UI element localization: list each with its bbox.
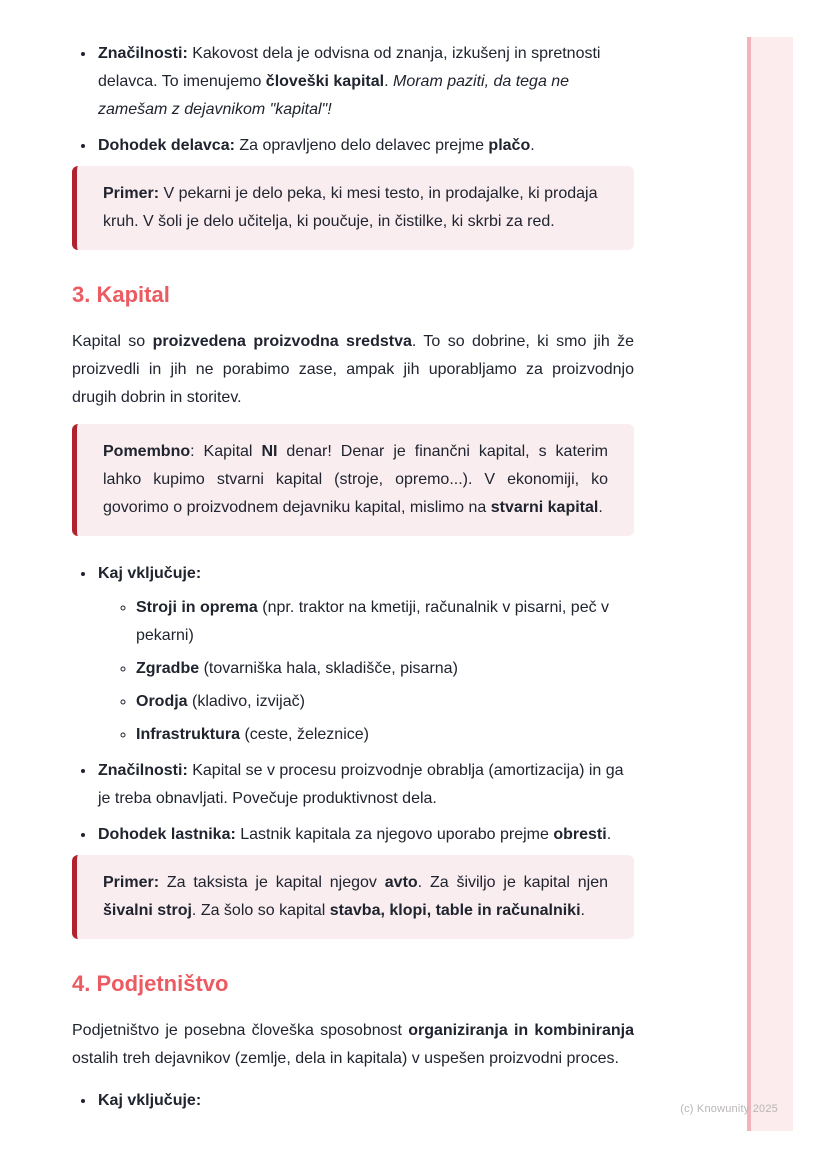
text-run: (kladivo, izvijač) — [187, 693, 305, 710]
list-item — [96, 560, 634, 749]
bold-text: NI — [261, 443, 278, 460]
list-item — [96, 1087, 634, 1115]
bold-text: Pomembno — [103, 443, 191, 460]
text-run: (ceste, železnice) — [240, 726, 369, 743]
bold-text: Infrastruktura — [136, 726, 241, 743]
bold-text: Dohodek delavca: — [98, 137, 235, 154]
bold-text: Primer: — [103, 874, 160, 891]
paragraph — [72, 1017, 634, 1073]
text-run: . — [384, 73, 393, 90]
text-run: . — [530, 137, 535, 154]
bold-text: organiziranja in kombiniranja — [408, 1022, 634, 1039]
paragraph — [72, 328, 634, 412]
list-item — [96, 40, 634, 124]
text-run: . Za šolo so kapital — [191, 902, 330, 919]
section-heading: 4. Podjetništvo — [72, 971, 229, 996]
text-run: ostalih treh dejavnikov (zemlje, dela in kapitala) v uspešen proizvodni proces. — [72, 1050, 619, 1067]
sub-list-item — [136, 655, 634, 683]
bold-text: Orodja — [136, 693, 188, 710]
bold-text: stavba, klopi, table in računalniki — [329, 902, 581, 919]
section-heading: 3. Kapital — [72, 282, 170, 307]
bold-text: Primer: — [103, 185, 160, 202]
bullet-list — [72, 560, 634, 849]
bold-text: avto — [384, 874, 418, 891]
sub-list-item — [136, 594, 634, 650]
text-run: : Kapital — [190, 443, 262, 460]
callout-text — [103, 438, 608, 522]
text-run: Kakovost dela je odvisna od znanja, izkušenj in spretnosti delavca. To imenujemo — [98, 45, 601, 90]
text-run: . — [580, 902, 585, 919]
bold-text: Dohodek lastnika: — [98, 826, 236, 843]
bullet-list — [72, 40, 634, 160]
bold-text: Značilnosti: — [98, 45, 188, 62]
bold-text: Stroji in oprema — [136, 599, 258, 616]
bold-text: plačo — [488, 137, 531, 154]
text-run: Podjetništvo je posebna človeška sposobnost — [72, 1022, 409, 1039]
bold-text: človeški kapital — [265, 73, 385, 90]
text-run: V pekarni je delo peka, ki mesi testo, in prodajalke, ki prodaja kruh. V šoli je delo učitelja, ki poučuje, in čistilke, ki skrbi za red. — [103, 185, 598, 230]
italic-text: Moram paziti, da tega ne zamešam z dejavnikom "kapital"! — [98, 73, 570, 118]
text-run: (npr. traktor na kmetiji, računalnik v pisarni, peč v pekarni) — [136, 599, 610, 644]
callout-box — [72, 855, 634, 939]
bullet-list — [72, 1087, 634, 1115]
decorative-side-strip — [747, 37, 793, 1131]
callout-text — [103, 869, 608, 925]
text-run: Za opravljeno delo delavec prejme — [234, 137, 489, 154]
callout-text — [103, 180, 608, 236]
callout-box — [72, 166, 634, 250]
text-run: (tovarniška hala, skladišče, pisarna) — [199, 660, 458, 677]
text-run: denar! Denar je finančni kapital, s katerim lahko kupimo stvarni kapital (stroje, opremo...). V ekonomiji, ko govorimo o proizvodnem dejavniku kapital, mislimo na — [103, 443, 608, 516]
bold-text: proizvedena proizvodna sredstva — [152, 333, 412, 350]
bold-text: Kaj vključuje: — [98, 565, 202, 582]
bold-text: Kaj vključuje: — [98, 1092, 202, 1109]
sub-list-item — [136, 721, 634, 749]
document-body — [72, 0, 634, 1115]
sub-list-item — [136, 688, 634, 716]
callout-box — [72, 424, 634, 536]
text-run: . To so dobrine, ki smo jih že proizvedli in jih ne porabimo zase, ampak jih uporabljamo za proizvodnjo drugih dobrin in storitev. — [72, 333, 635, 406]
list-item — [96, 132, 634, 160]
text-run: Lastnik kapitala za njegovo uporabo prejme — [235, 826, 554, 843]
text-run: Kapital so — [72, 333, 153, 350]
list-item — [96, 757, 634, 813]
text-run: . — [606, 826, 612, 843]
text-run: . Za šiviljo je kapital njen — [417, 874, 608, 891]
bold-text: obresti — [553, 826, 607, 843]
bold-text: šivalni stroj — [103, 902, 192, 919]
text-run: . — [598, 499, 603, 516]
sub-bullet-list — [98, 594, 634, 749]
text-run: Za taksista je kapital njegov — [159, 874, 385, 891]
list-item — [96, 821, 634, 849]
bold-text: stvarni kapital — [490, 499, 599, 516]
bold-text: Značilnosti: — [98, 762, 188, 779]
page-footer: (c) Knowunity 2025 — [680, 1103, 778, 1115]
text-run: Kapital se v procesu proizvodnje obrablja (amortizacija) in ga je treba obnavljati. Povečuje produktivnost dela. — [98, 762, 624, 807]
bold-text: Zgradbe — [136, 660, 200, 677]
